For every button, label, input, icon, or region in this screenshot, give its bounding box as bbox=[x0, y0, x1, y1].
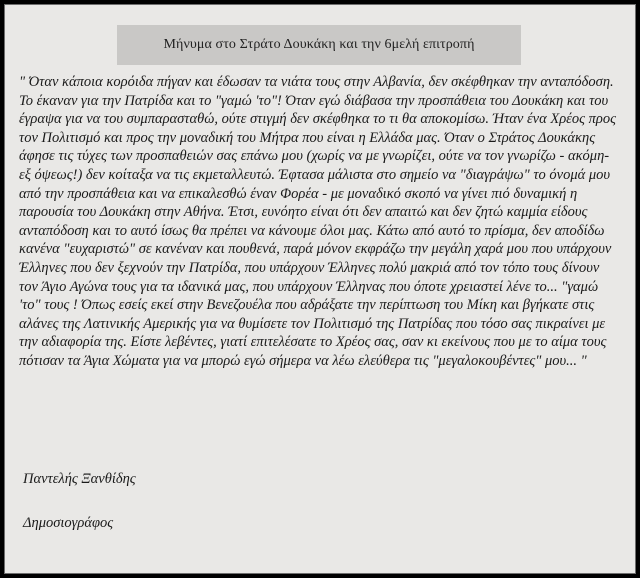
document-page bbox=[4, 4, 636, 574]
signature-name: Παντελής Ξανθίδης bbox=[23, 471, 136, 487]
document-title: Μήνυμα στο Στράτο Δουκάκη και την 6μελή επιτροπή bbox=[117, 25, 521, 65]
signature-role: Δημοσιογράφος bbox=[23, 515, 114, 531]
message-body: " Όταν κάποια κορόιδα πήγαν και έδωσαν τα νιάτα τους στην Αλβανία, δεν σκέφθηκαν την ανταπόδοση. Το έκαναν για την Πατρίδα και το "γαμώ 'το"! Όταν εγώ διάβασα την προσπάθεια του Δουκάκη και του έγραψα για να του συμπαρασταθώ, ούτε στιγμή δεν σκέφθηκα το τι θα αποκομίσω. Ήταν ένα Χρέος προς τον Πολιτισμό και προς την μοναδική του Μήτρα που είναι η Ελλάδα μας. Όταν ο Στράτος Δουκάκης άφησε τις τύχες των προσπαθειών σας επάνω μου (χωρίς να με γνωρίζει, ούτε να τον γνωρίζω - ακόμη- εξ όψεως!) δεν κοίταξα να τις εκμεταλλευτώ. Έφτασα μάλιστα στο σημείο να "διαγράψω" το όνομά μου από την προσπάθεια και να επικαλεσθώ έναν Φορέα - με μοναδικό σκοπό να γίνει πιό δυναμική η παρουσία του Δουκάκη στην Αθήνα. Έτσι, ευνόητο είναι ότι δεν απαιτώ και δεν ζητώ καμμία είδους ανταπόδοση και το αυτό ίσως θα πρέπει να κάνουμε όλοι μας. Κάτω από αυτό το πρίσμα, δεν αποδίδω κανένα "ευχαριστώ" σε κανέναν και πουθενά, παρά μόνον εκφράζω την μεγάλη χαρά μου που υπάρχουν Έλληνες που δεν ξεχνούν την Πατρίδα, που υπάρχουν Έλληνες πολύ μακριά από τον τόπο τους δίνουν τον Άγιο Αγώνα τους για τα ιδανικά μας, που υπάρχουν Έλληνας που όποτε χρειαστεί λένε το... "γαμώ 'το" τους ! Όπως εσείς εκεί στην Βενεζουέλα που αδράξατε την περίπτωση του Μίκη και βγήκατε στις αλάνες της Λατινικής Αμερικής για να θυμίσετε τον Πολιτισμό της Πατρίδας που τόσο σας πικραίνει με την αδιαφορία της. Είστε λεβέντες, γιατί επιτελέσατε το Χρέος σας, σαν κι εκείνους που με το αίμα τους πότισαν τα Άγια Χώματα για να μπορώ εγώ σήμερα να λέω ελεύθερα τις "μεγαλοκουβέντες" μου... " bbox=[19, 74, 616, 369]
